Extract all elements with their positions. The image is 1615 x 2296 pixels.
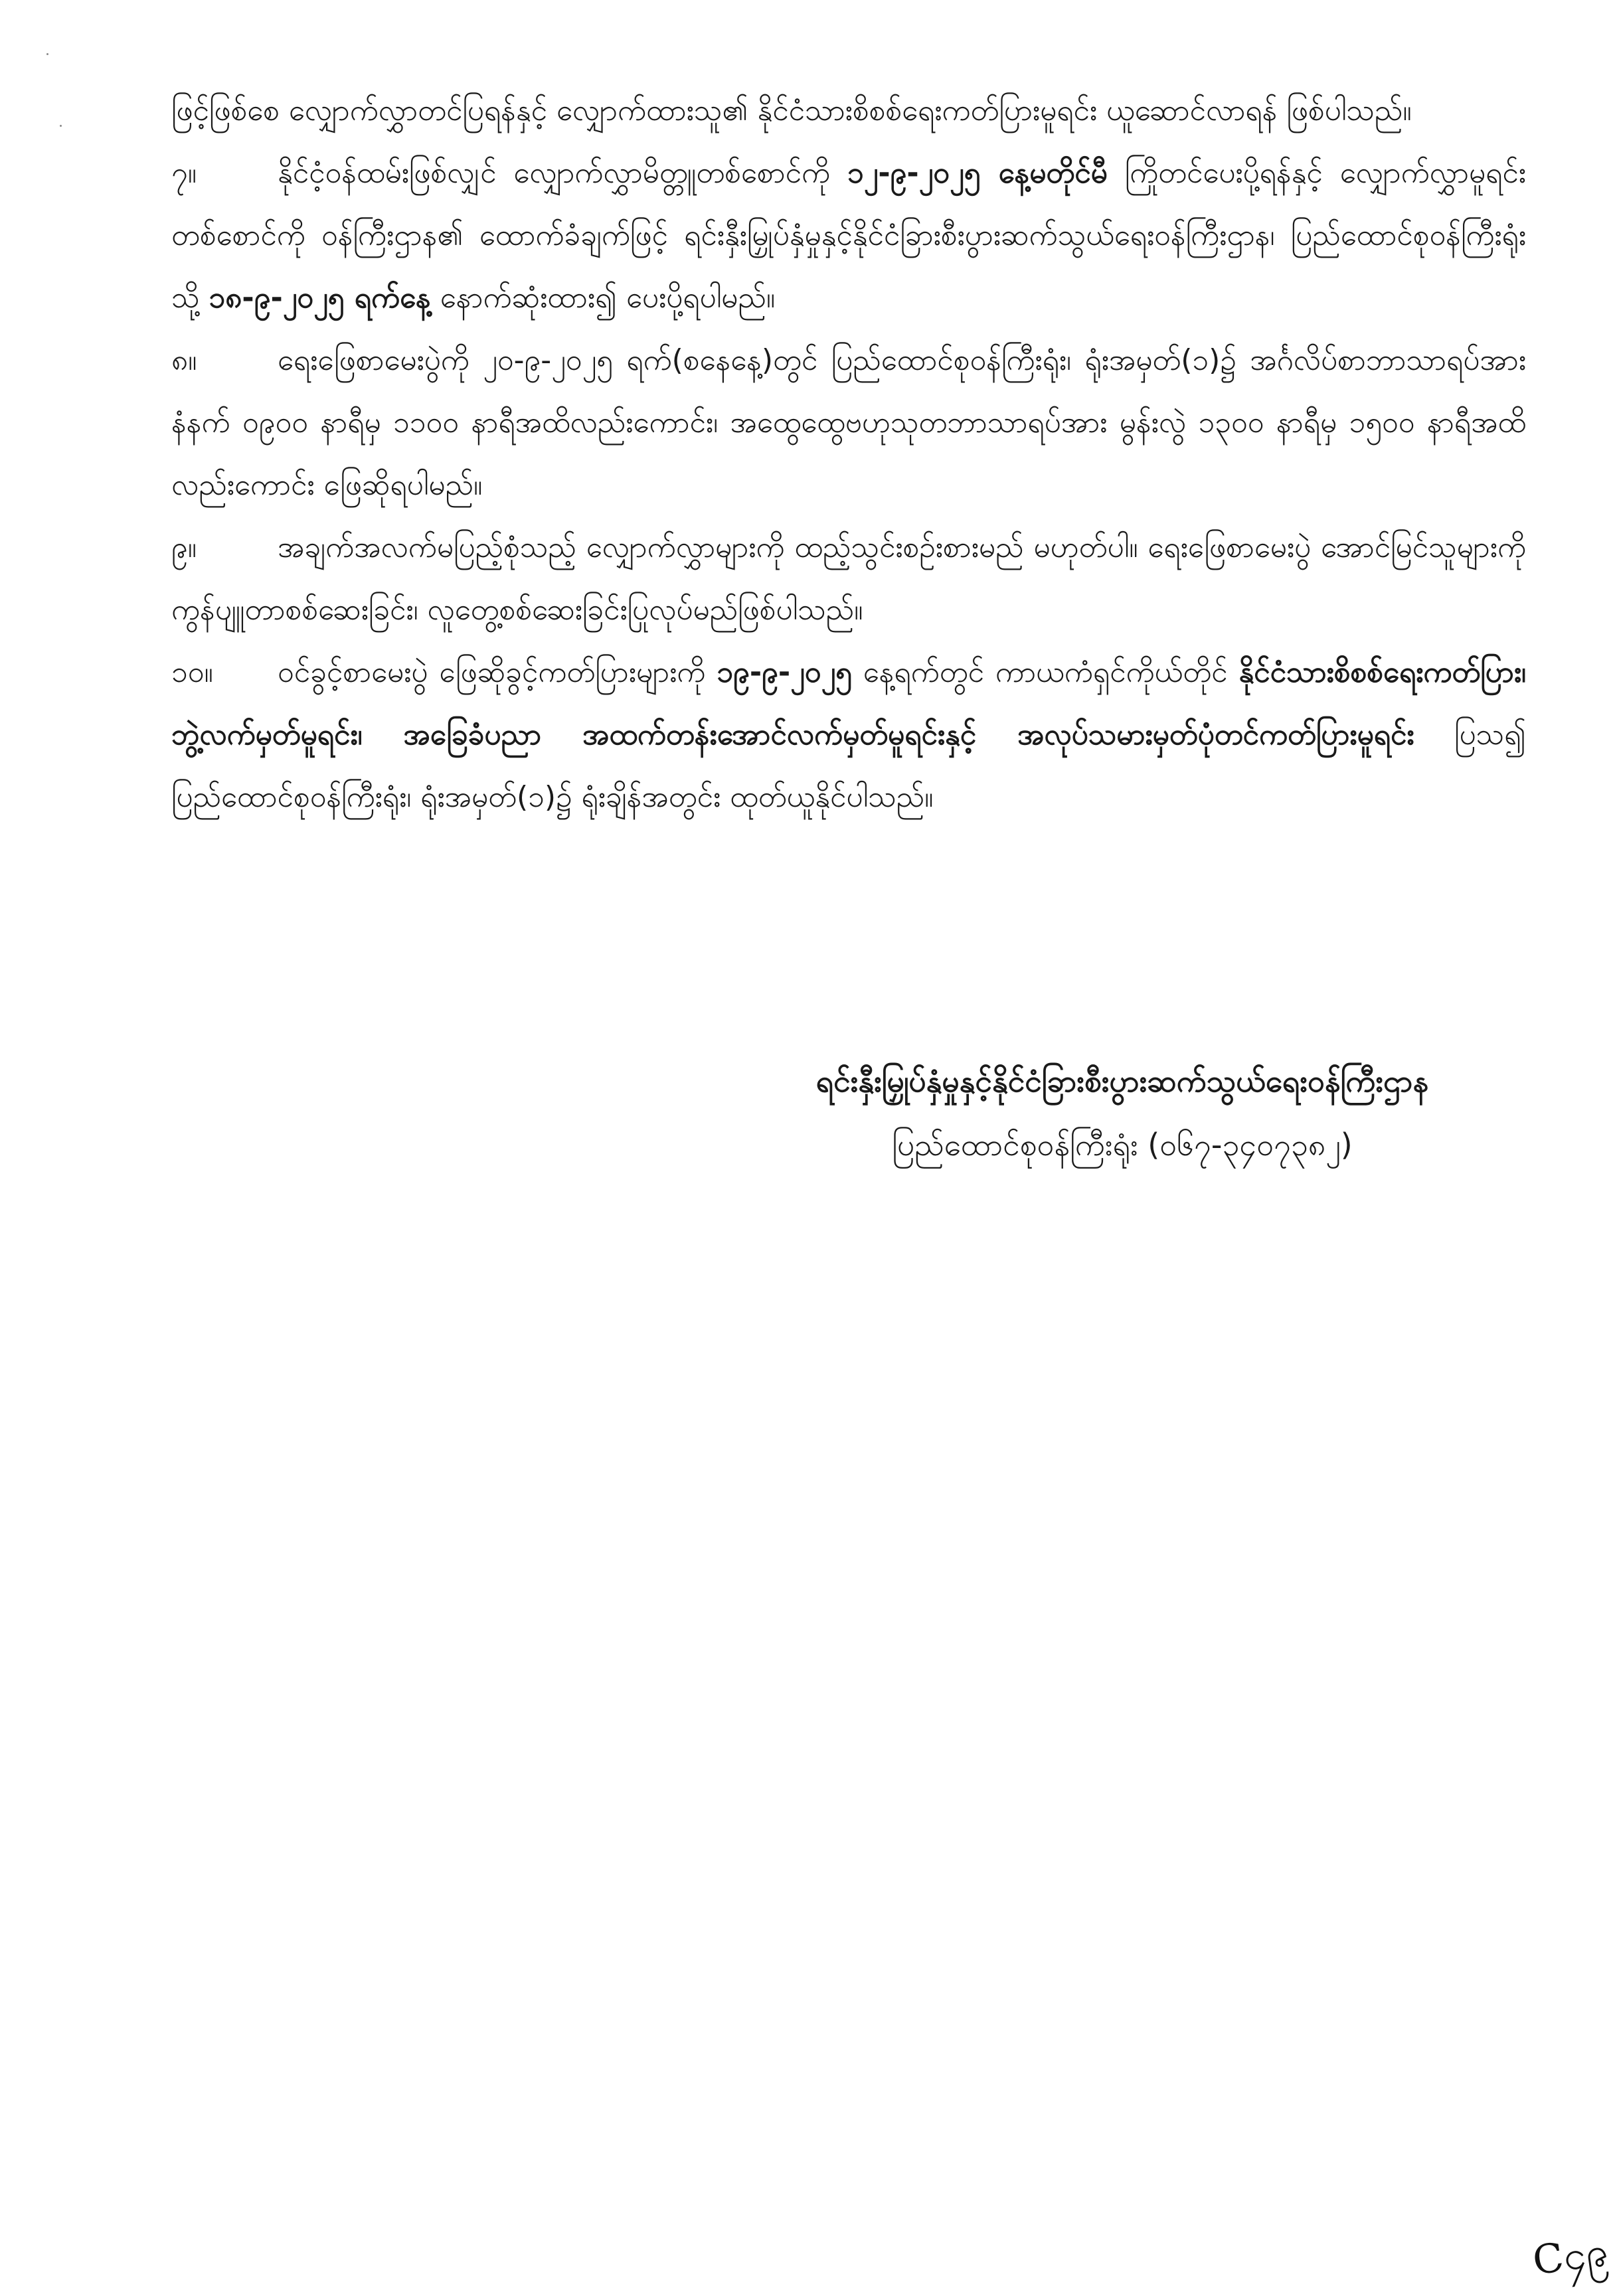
paragraph-continuation [171,80,1526,142]
signature-block [691,1049,1554,1177]
issuing-ministry: ရင်းနှီးမြှုပ်နှံမှုနှင့်နိုင်ငံခြားစီးပွားဆက်သွယ်ရေးဝန်ကြီးဌာန [815,1063,1429,1099]
scan-speck [60,125,62,127]
deadline-date: ၁၈-၉-၂၀၂၅ ရက်နေ့ [209,281,431,315]
paragraph-text: ဝင်ခွင့်စာမေးပွဲ ဖြေဆိုခွင့်ကတ်ပြားများကို [278,655,706,689]
paragraph-text: ပြသ၍ ပြည်ထောင်စုဝန်ကြီးရုံး၊ ရုံးအမှတ်(၁)၌ ရုံးချိန်အတွင်း ထုတ်ယူနိုင်ပါသည်။ [171,718,1526,814]
paragraph-text: ရေးဖြေစာမေးပွဲကို ၂၀-၉-၂၀၂၅ ရက်(စနေနေ့)တွင် ပြည်ထောင်စုဝန်ကြီးရုံး၊ ရုံးအမှတ်(၁)၌ အင်္ဂလိပ်စာဘာသာရပ်အား နံနက် ၀၉၀၀ နာရီမှ ၁၁၀၀ နာရီအထိလည်းကောင်း၊ အထွေထွေဗဟုသုတဘာသာရပ်အား မွန်းလွဲ ၁၃၀၀ နာရီမှ ၁၅၀၀ နာရီအထိလည်းကောင်း ဖြေဆိုရပါမည်။ [171,343,1526,502]
deadline-date: ၁၂-၉-၂၀၂၅ နေ့မတိုင်မီ [847,156,1108,190]
handwritten-page-mark: C၄၉ [1529,2228,1611,2285]
paragraph-text: ကြိုတင်ပေးပို့ရန်နှင့် လျှောက်လွှာမူရင်းတစ်စောင်ကို ဝန်ကြီးဌာန၏ ထောက်ခံချက်ဖြင့် ရင်းနှီးမြှုပ်နှံမှုနှင့်နိုင်ငံခြားစီးပွားဆက်သွယ်ရေးဝန်ကြီးဌာန၊ ပြည်ထောင်စုဝန်ကြီးရုံးသို့ [171,156,1526,315]
document-body [171,80,1526,829]
paragraph-number: ၁၀။ [171,655,213,689]
scan-speck [46,53,48,55]
paragraph-text: နိုင်ငံ့ဝန်ထမ်းဖြစ်လျှင် လျှောက်လွှာမိတ္တူတစ်စောင်ကို [278,156,831,190]
paragraph-text: နောက်ဆုံးထား၍ ပေးပို့ရပါမည်။ [440,281,776,315]
paragraph-text: ဖြင့်ဖြစ်စေ လျှောက်လွှာတင်ပြရန်နှင့် လျှောက်ထားသူ၏ နိုင်ငံသားစိစစ်ရေးကတ်ပြားမူရင်း ယူဆောင်လာရန် ဖြစ်ပါသည်။ [171,94,1412,127]
paragraph-number: ၇။ [171,156,197,190]
required-documents: နိုင်ငံသားစိစစ်ရေးကတ်ပြား၊ ဘွဲ့လက်မှတ်မူရင်း၊ အခြေခံပညာ အထက်တန်းအောင်လက်မှတ်မူရင်းနှင့် အလုပ်သမားမှတ်ပုံတင်ကတ်ပြားမူရင်း [171,655,1526,752]
paragraph-8 [171,329,1526,517]
paragraph-number: ၈။ [171,343,197,377]
issuing-office-phone: ပြည်ထောင်စုဝန်ကြီးရုံး (၀၆၇-၃၄၀၇၃၈၂) [892,1127,1353,1163]
paragraph-9 [171,517,1526,641]
paragraph-number: ၉။ [171,531,197,564]
paragraph-10 [171,641,1526,829]
paragraph-text: အချက်အလက်မပြည့်စုံသည့် လျှောက်လွှာများကို ထည့်သွင်းစဉ်းစားမည် မဟုတ်ပါ။ ရေးဖြေစာမေးပွဲ အောင်မြင်သူများကို ကွန်ပျူတာစစ်ဆေးခြင်း၊ လူတွေ့စစ်ဆေးခြင်းပြုလုပ်မည်ဖြစ်ပါသည်။ [171,531,1526,627]
paragraph-7 [171,142,1526,329]
collection-date: ၁၉-၉-၂၀၂၅ [717,655,852,689]
paragraph-text: နေ့ရက်တွင် ကာယကံရှင်ကိုယ်တိုင် [863,655,1228,689]
